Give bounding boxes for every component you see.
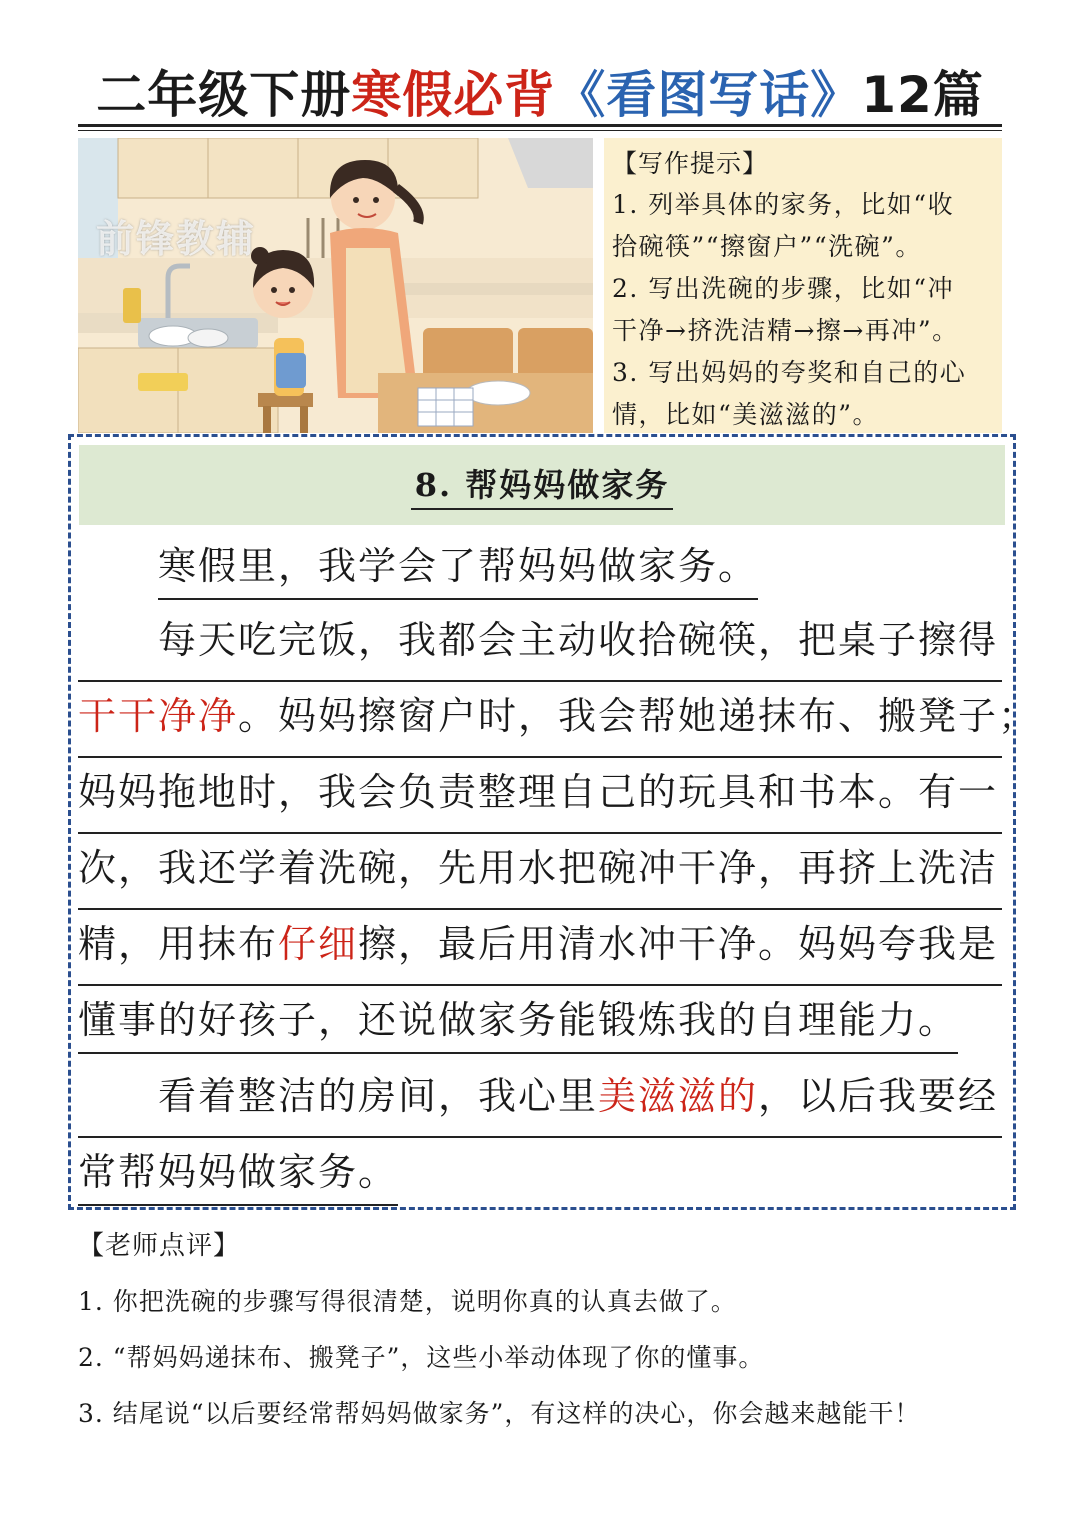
illustration xyxy=(78,138,593,433)
essay-text: 每天吃完饭，我都会主动收拾碗筷，把桌子擦得 xyxy=(158,618,999,662)
title-grade: 二年级下册 xyxy=(96,66,352,124)
comment-line: 2. “帮妈妈递抹布、搬凳子”，这些小举动体现了你的懂事。 xyxy=(78,1343,765,1372)
tips-line: 情，比如“美滋滋的”。 xyxy=(612,400,880,429)
title-holiday: 寒假必背 xyxy=(351,66,556,124)
essay-text: 寒假里，我学会了帮妈妈做家务。 xyxy=(158,534,758,600)
tips-line: 2. 写出洗碗的步骤，比如“冲 xyxy=(612,274,955,303)
tips-line: 干净→挤洗洁精→擦→再冲”。 xyxy=(612,316,959,345)
essay-line xyxy=(78,986,1002,1062)
title-rule-thin xyxy=(78,130,1002,131)
comment-heading: 【老师点评】 xyxy=(78,1231,241,1261)
essay-line xyxy=(78,532,1002,608)
mother-daughter-washing-dishes-illustration xyxy=(78,138,593,433)
essay-highlight: 仔细 xyxy=(278,922,359,966)
essay-text: ，以后我要经 xyxy=(758,1074,999,1118)
tips-line: 3. 写出妈妈的夸奖和自己的心 xyxy=(612,358,967,387)
essay-title: 8. 帮妈妈做家务 xyxy=(411,460,674,510)
essay-text: 次，我还学着洗碗，先用水把碗冲干净，再挤上洗洁 xyxy=(78,846,999,890)
tips-line: 拾碗筷”“擦窗户”“洗碗”。 xyxy=(612,232,922,261)
writing-tips xyxy=(604,138,1002,433)
essay-line xyxy=(78,834,1002,910)
watermark: 前锋教辅 xyxy=(96,217,257,261)
comment-line: 1. 你把洗碗的步骤写得很清楚，说明你真的认真去做了。 xyxy=(78,1287,737,1316)
essay-text: 看着整洁的房间，我心里 xyxy=(158,1074,599,1118)
essay-highlight: 干干净净 xyxy=(78,694,239,738)
tips-heading: 【写作提示】 xyxy=(612,149,769,178)
essay-text: 精，用抹布 xyxy=(78,922,279,966)
essay-line xyxy=(78,606,1002,682)
essay-line xyxy=(78,682,1039,758)
page-title xyxy=(78,58,1002,124)
essay-header xyxy=(79,445,1005,525)
essay-line xyxy=(78,1138,1002,1214)
essay-text: 。妈妈擦窗户时，我会帮她递抹布、搬凳子； xyxy=(238,694,1039,738)
essay-text: 擦，最后用清水冲干净。妈妈夸我是 xyxy=(358,922,999,966)
title-rule xyxy=(78,124,1002,127)
essay-highlight: 美滋滋的 xyxy=(598,1074,759,1118)
essay-line xyxy=(78,1062,1002,1138)
comment-line: 3. 结尾说“以后要经常帮妈妈做家务”，有这样的决心，你会越来越能干！ xyxy=(78,1399,921,1428)
essay-text: 懂事的好孩子，还说做家务能锻炼我的自理能力。 xyxy=(78,988,958,1054)
tips-line: 1. 列举具体的家务，比如“收 xyxy=(612,190,955,219)
essay-line xyxy=(78,910,1002,986)
essay-text: 妈妈拖地时，我会负责整理自己的玩具和书本。有一 xyxy=(78,770,999,814)
essay-line xyxy=(78,758,1002,834)
essay-text: 常帮妈妈做家务。 xyxy=(78,1140,398,1206)
title-count: 12篇 xyxy=(861,66,984,124)
title-book: 《看图写话》 xyxy=(555,66,862,124)
